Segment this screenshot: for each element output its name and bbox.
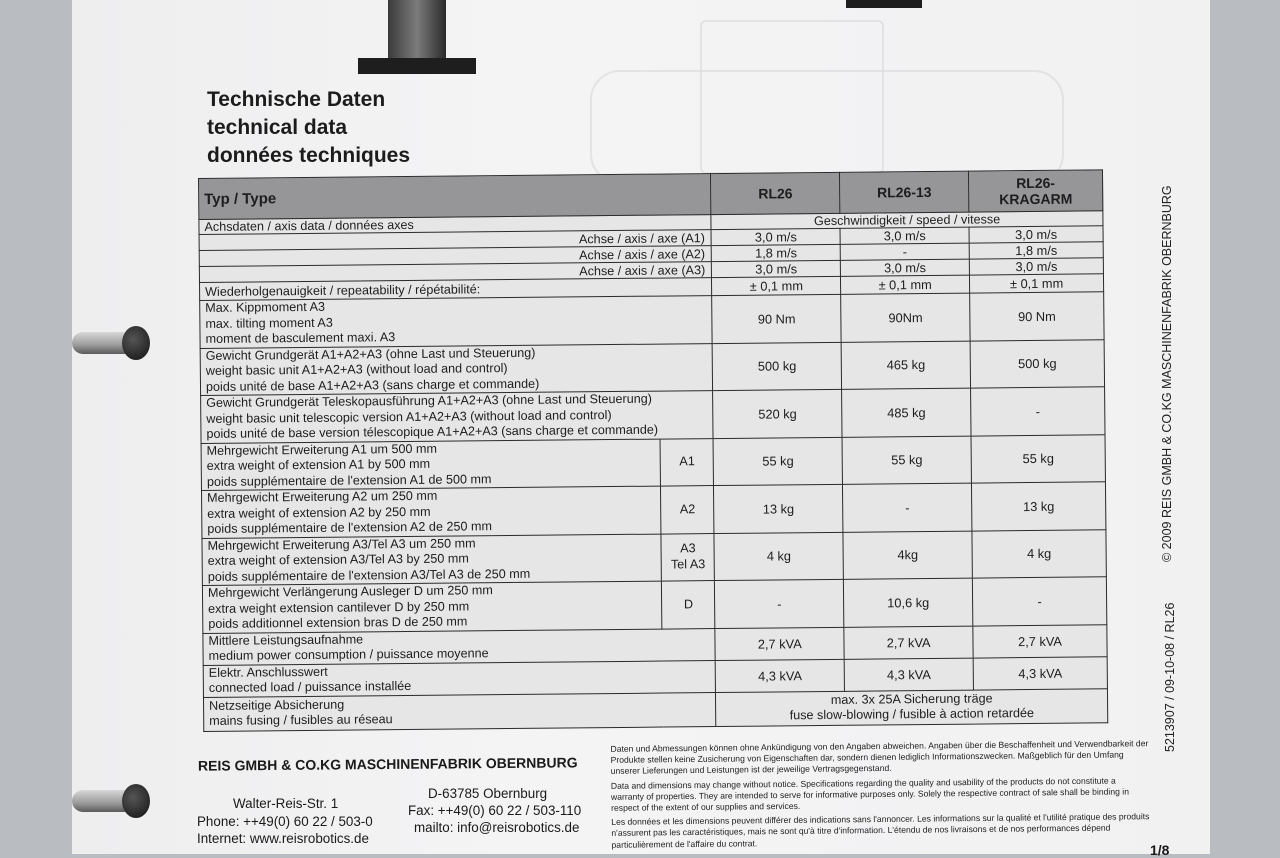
label-line: moment de basculement maxi. A3 bbox=[205, 330, 396, 346]
extension-code: A2 bbox=[661, 486, 714, 534]
copyright-vertical: © 2009 REIS GMBH & CO.KG MASCHINENFABRIK OBERNBURG bbox=[1160, 185, 1174, 562]
value-cell: ± 0,1 mm bbox=[970, 274, 1104, 293]
value-cell: 500 kg bbox=[970, 339, 1104, 388]
value-cell: 500 kg bbox=[712, 342, 841, 391]
title-de: Technische Daten bbox=[207, 88, 386, 111]
value-cell: 4,3 kVA bbox=[973, 656, 1107, 689]
value-cell: 3,0 m/s bbox=[841, 259, 970, 276]
label-line: weight basic unit A1+A2+A3 (without load and control) bbox=[205, 361, 508, 378]
value-cell: 4 kg bbox=[714, 532, 843, 581]
docref-vertical: 5213907 / 09-10-08 / RL26 bbox=[1163, 602, 1177, 752]
spec-row bbox=[200, 292, 1104, 348]
street: Walter-Reis-Str. 1 bbox=[233, 796, 339, 811]
label-line: max. tilting moment A3 bbox=[205, 315, 333, 331]
header-rl26-13: RL26-13 bbox=[840, 171, 969, 213]
label-line: extra weight of extension A2 by 250 mm bbox=[207, 504, 431, 521]
fax: Fax: ++49(0) 60 22 / 503-110 bbox=[408, 803, 582, 818]
row-label bbox=[203, 628, 716, 665]
row-label bbox=[202, 534, 662, 586]
spec-row bbox=[201, 387, 1105, 443]
label-line: poids supplémentaire de l'extension A1 de 500 mm bbox=[206, 471, 492, 489]
fusing-value-en: fuse slow-blowing / fusible à action retardée bbox=[789, 706, 1035, 723]
value-cell: 3,0 m/s bbox=[969, 226, 1103, 243]
value-cell: 4kg bbox=[843, 531, 972, 580]
value-cell: 4,3 kVA bbox=[715, 659, 844, 692]
value-cell: 1,8 m/s bbox=[712, 244, 841, 261]
robot-arm-image bbox=[846, 0, 922, 8]
label-line: Mittlere Leistungsaufnahme bbox=[208, 631, 364, 648]
fusing-value bbox=[716, 688, 1108, 726]
label-line: poids supplémentaire de l'extension A3/Tel A3 de 250 mm bbox=[207, 566, 531, 584]
label-line: Elektr. Anschlusswert bbox=[208, 664, 328, 680]
disclaimer-de: Daten und Abmessungen können ohne Ankündigung von den Angaben abweichen. Angaben über die Beschaffenheit und Verwendbarkeit der Produkte stellen keine Zusicherung von Eigenschaften dar, sondern dienen lediglich Informationszwecken. Maßgeblich für den Umfang unserer Lieferungen und Leistungen ist der jeweilige Vertragsgegenstand. bbox=[610, 738, 1149, 777]
mail: mailto: info@reisrobotics.de bbox=[414, 820, 580, 835]
row-label bbox=[200, 343, 713, 395]
fusing-label-de: Netzseitige Absicherung bbox=[208, 697, 345, 713]
spec-row bbox=[200, 339, 1104, 395]
binder-ring-top bbox=[72, 332, 142, 354]
axis-label: Achse / axis / axe (A1) bbox=[199, 230, 711, 251]
axis-data-label: Achsdaten / axis data / données axes bbox=[199, 215, 711, 235]
fusing-label bbox=[203, 692, 716, 731]
value-cell: - bbox=[843, 483, 972, 532]
binder-ring-bottom bbox=[72, 790, 142, 812]
value-cell: 3,0 m/s bbox=[711, 228, 840, 245]
value-cell: 2,7 kVA bbox=[715, 627, 844, 660]
value-cell: 3,0 m/s bbox=[969, 258, 1103, 275]
header-rl26: RL26 bbox=[711, 172, 840, 214]
robot-base-image bbox=[358, 58, 476, 74]
header-type: Typ / Type bbox=[199, 174, 712, 220]
row-label bbox=[201, 391, 714, 443]
label-line: Mehrgewicht Verlängerung Ausleger D um 250 mm bbox=[207, 583, 493, 600]
label-line: poids unité de base A1+A2+A3 (sans charge et commande) bbox=[205, 376, 540, 394]
label-line: Mehrgewicht Erweiterung A1 um 500 mm bbox=[206, 441, 437, 458]
title-en: technical data bbox=[207, 116, 348, 139]
label-line: Max. Kippmoment A3 bbox=[205, 299, 326, 315]
value-cell: 90Nm bbox=[841, 293, 970, 342]
label-line: Gewicht Grundgerät A1+A2+A3 (ohne Last und Steuerung) bbox=[205, 345, 536, 363]
value-cell: ± 0,1 mm bbox=[841, 275, 970, 294]
value-cell: 55 kg bbox=[971, 434, 1105, 483]
row-label bbox=[200, 296, 713, 348]
label-line: extra weight of extension A1 by 500 mm bbox=[206, 456, 431, 473]
company-name: REIS GMBH & CO.KG MASCHINENFABRIK OBERNBURG bbox=[197, 754, 578, 774]
city: D-63785 Obernburg bbox=[428, 786, 548, 801]
value-cell: 3,0 m/s bbox=[840, 227, 969, 244]
repeatability-label: Wiederholgenauigkeit / repeatability / répétabilité: bbox=[200, 278, 712, 301]
value-cell: 520 kg bbox=[713, 389, 842, 438]
label-line: connected load / puissance installée bbox=[208, 678, 412, 695]
label-line: poids additionnel extension bras D de 250 mm bbox=[208, 614, 468, 631]
value-cell: 55 kg bbox=[713, 437, 842, 486]
background-illustration-part bbox=[700, 20, 884, 174]
technical-data-table bbox=[198, 169, 1108, 731]
extension-row bbox=[202, 577, 1106, 633]
value-cell: 4 kg bbox=[972, 529, 1106, 578]
technical-data-sheet bbox=[198, 169, 1103, 731]
disclaimer-en: Data and dimensions may change without notice. Specifications regarding the quality and usability of the products do not constitute a warranty of properties. They are intended to serve for informative purposes only. Solely the respective contract of sale shall be binding in respect of the extent of our supplies and services. bbox=[610, 775, 1130, 813]
value-cell: 90 Nm bbox=[970, 292, 1104, 341]
label-line: weight basic unit telescopic version A1+A2+A3 (without load and control) bbox=[206, 407, 612, 426]
value-cell: - bbox=[971, 387, 1105, 436]
extension-code: A3 Tel A3 bbox=[661, 533, 714, 581]
value-cell: - bbox=[972, 577, 1106, 626]
row-label bbox=[202, 581, 662, 633]
fusing-label-en: mains fusing / fusibles au réseau bbox=[209, 712, 393, 728]
label-line: poids unité de base version télescopique A1+A2+A3 (sans charge et commande) bbox=[206, 422, 659, 441]
row-label bbox=[201, 486, 661, 538]
page-title bbox=[207, 86, 410, 170]
value-cell: 10,6 kg bbox=[844, 578, 973, 627]
extension-row bbox=[201, 434, 1105, 490]
label-line: Mehrgewicht Erweiterung A2 um 250 mm bbox=[207, 488, 438, 505]
label-line: Mehrgewicht Erweiterung A3/Tel A3 um 250 mm bbox=[207, 535, 476, 553]
value-cell: 3,0 m/s bbox=[712, 260, 841, 277]
label-line: medium power consumption / puissance moyenne bbox=[208, 646, 489, 663]
value-cell: 4,3 kVA bbox=[844, 658, 973, 691]
disclaimer bbox=[610, 738, 1151, 853]
extension-code: D bbox=[662, 581, 715, 629]
extension-row bbox=[201, 482, 1105, 538]
value-cell: - bbox=[715, 579, 844, 628]
label-line: Gewicht Grundgerät Teleskopausführung A1+A2+A3 (ohne Last und Steuerung) bbox=[206, 391, 652, 410]
disclaimer-fr: Les données et les dimensions peuvent différer des indications sans l'annoncer. Les informations sur la qualité et l'utilité pratique des produits n'assurent pas les caractéristiques, mais ne sont qu'à titre d'information. L'étendu de nos livraisons et de nos performances dépend particulièrement de l'affaire du contrat. bbox=[611, 811, 1150, 850]
value-cell: 465 kg bbox=[841, 341, 970, 390]
value-cell: 55 kg bbox=[842, 436, 971, 485]
value-cell: - bbox=[840, 243, 969, 260]
value-cell: 485 kg bbox=[842, 388, 971, 437]
axis-label: Achse / axis / axe (A2) bbox=[199, 246, 711, 267]
value-cell: 2,7 kVA bbox=[973, 624, 1107, 657]
label-line: poids supplémentaire de l'extension A2 de 250 mm bbox=[207, 519, 492, 536]
value-cell: ± 0,1 mm bbox=[712, 276, 841, 295]
row-label bbox=[203, 660, 716, 697]
value-cell: 13 kg bbox=[714, 484, 843, 533]
extension-row bbox=[202, 529, 1106, 585]
robot-pillar-image bbox=[388, 0, 446, 62]
label-line: extra weight of extension A3/Tel A3 by 250 mm bbox=[207, 551, 469, 568]
axis-label: Achse / axis / axe (A3) bbox=[199, 262, 711, 283]
value-cell: 1,8 m/s bbox=[969, 242, 1103, 259]
internet: Internet: www.reisrobotics.de bbox=[197, 831, 369, 846]
row-label bbox=[201, 439, 661, 491]
value-cell: 13 kg bbox=[972, 482, 1106, 531]
title-fr: données techniques bbox=[207, 144, 411, 167]
phone: Phone: ++49(0) 60 22 / 503-0 bbox=[197, 814, 373, 829]
page-number: 1/8 bbox=[1150, 842, 1170, 858]
value-cell: 2,7 kVA bbox=[844, 626, 973, 659]
value-cell: 90 Nm bbox=[712, 294, 841, 343]
label-line: extra weight extension cantilever D by 250 mm bbox=[208, 598, 470, 616]
speed-label: Geschwindigkeit / speed / vitesse bbox=[711, 211, 1103, 230]
fusing-value-de: max. 3x 25A Sicherung träge bbox=[830, 690, 993, 707]
extension-code: A1 bbox=[660, 438, 713, 486]
header-rl26-kragarm: RL26- KRAGARM bbox=[969, 170, 1103, 212]
